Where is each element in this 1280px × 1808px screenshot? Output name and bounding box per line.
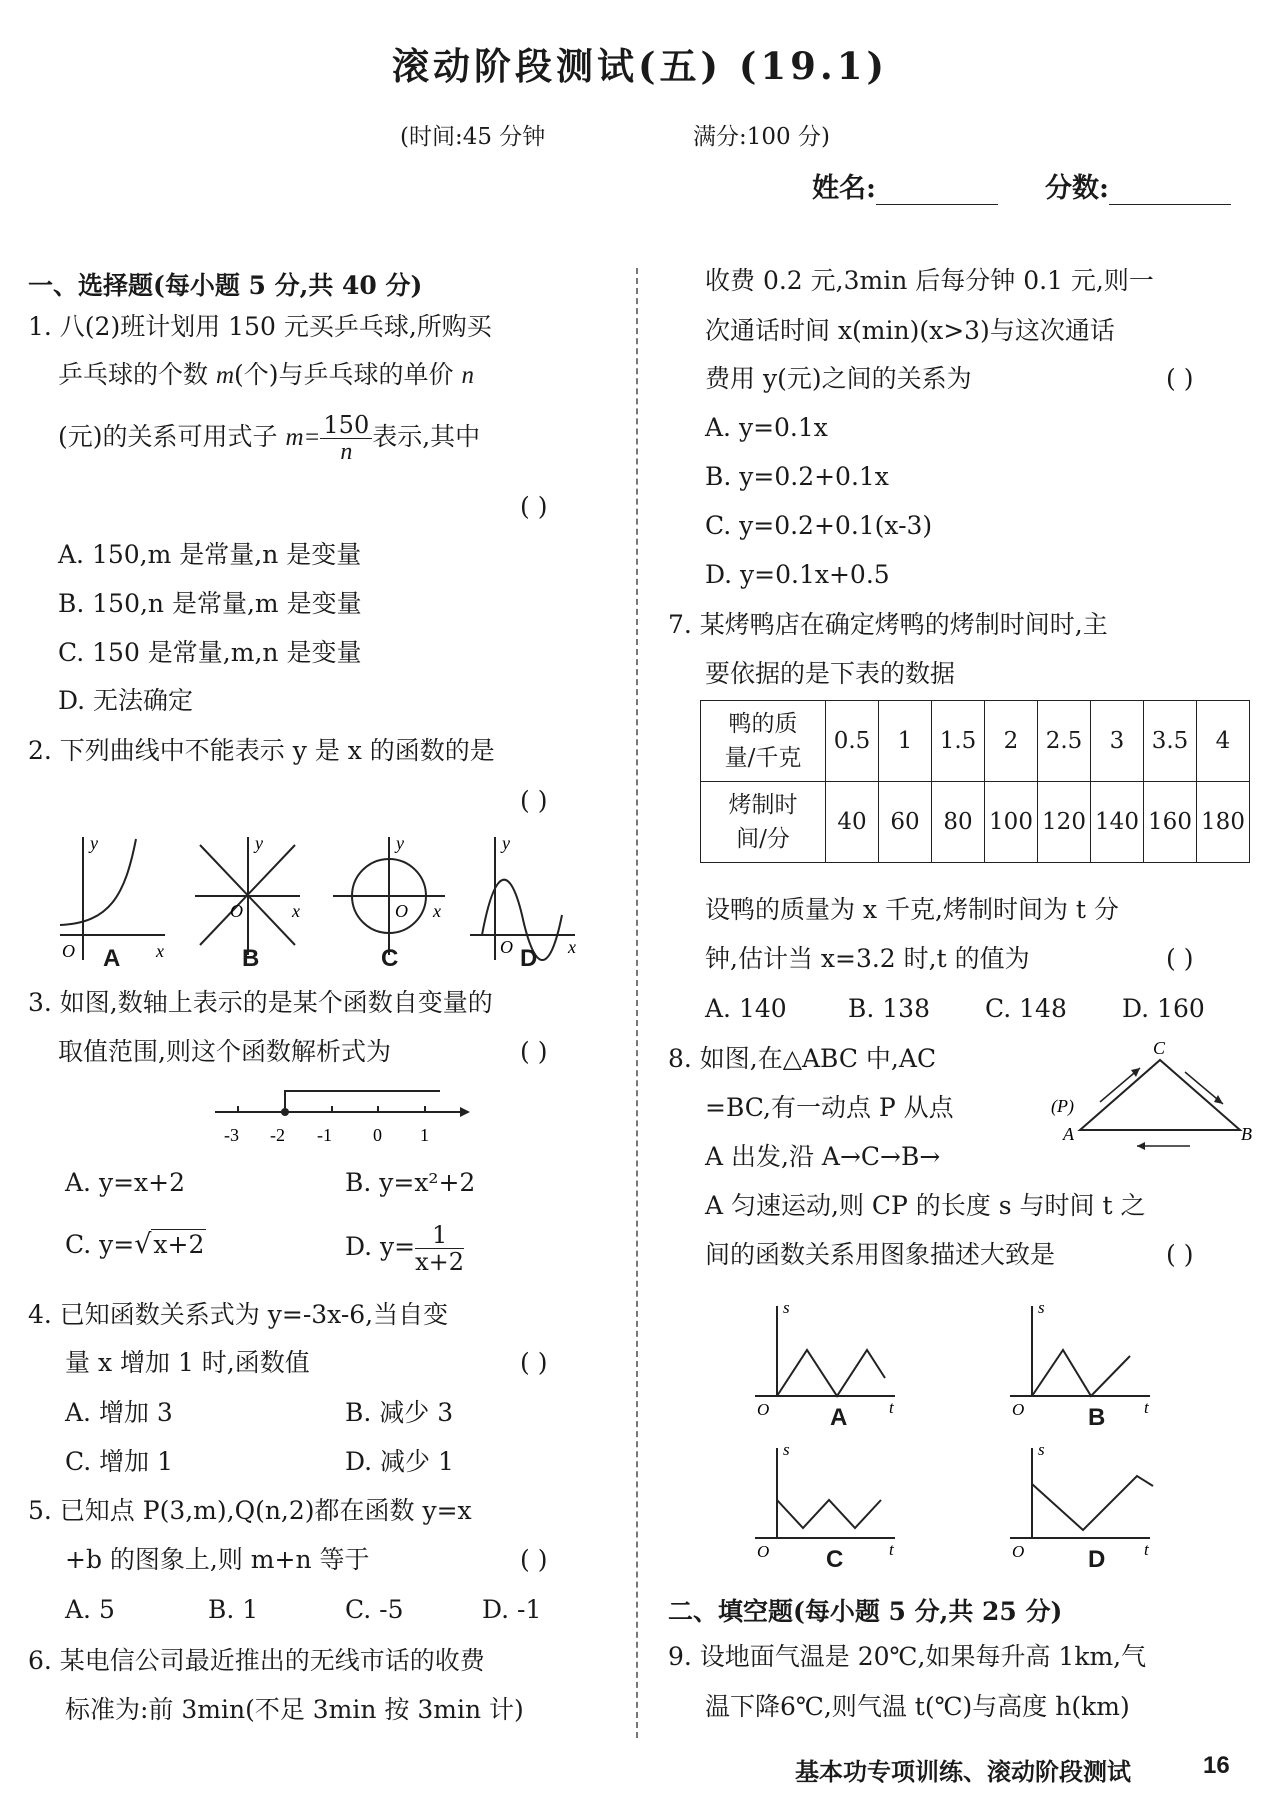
q7-time-cell: 160 xyxy=(1144,782,1197,863)
q9-line2: 温下降6℃,则气温 t(℃)与高度 h(km) xyxy=(705,1692,1130,1721)
q7-time-cell: 40 xyxy=(826,782,879,863)
q5-answer-paren[interactable]: ( ) xyxy=(520,1545,548,1574)
q4-option-b: B. 减少 3 xyxy=(345,1398,454,1427)
q3-d-fraction xyxy=(415,1222,464,1275)
q8-answer-paren[interactable]: ( ) xyxy=(1166,1240,1194,1269)
q4-option-c: C. 增加 1 xyxy=(65,1447,173,1476)
name-label: 姓名: xyxy=(812,173,876,204)
q3-tick: 1 xyxy=(420,1125,429,1145)
q7-row2-header-a: 烤制时 xyxy=(728,792,798,818)
q7-option-c: C. 148 xyxy=(985,994,1067,1023)
column-divider xyxy=(636,268,638,1738)
q3-answer-paren[interactable]: ( ) xyxy=(520,1037,548,1066)
q3-c-radicand: x+2 xyxy=(153,1230,205,1259)
q7-weight-cell: 1.5 xyxy=(932,701,985,782)
q6-line1: 6. 某电信公司最近推出的无线市话的收费 xyxy=(28,1646,485,1675)
score-label: 分数: xyxy=(1045,173,1109,204)
q2-graph-d xyxy=(470,837,575,960)
q2-origin-label: O xyxy=(62,941,75,961)
q1-answer-paren[interactable]: ( ) xyxy=(520,492,548,521)
arrow-icon xyxy=(1131,1068,1140,1077)
q3-option-b: B. y=x²+2 xyxy=(345,1168,476,1197)
q7-time-cell: 100 xyxy=(985,782,1038,863)
q8-graphs xyxy=(745,1288,1195,1588)
q3-c-text: C. y= xyxy=(65,1230,135,1259)
score-info: 满分:100 分) xyxy=(693,124,830,150)
q4-option-d: D. 减少 1 xyxy=(345,1447,454,1476)
q2-axis-x-label: x xyxy=(156,941,164,961)
q8-line1: 8. 如图,在△ABC 中,AC xyxy=(668,1044,937,1073)
q1-eq: m= xyxy=(285,424,321,451)
q4-line2: 量 x 增加 1 时,函数值 xyxy=(65,1348,310,1377)
q7-line2: 要依据的是下表的数据 xyxy=(705,659,956,688)
q7-row1-header-b: 量/千克 xyxy=(724,745,802,771)
q8-axis-t-label: t xyxy=(889,1398,894,1417)
q8-origin-label: O xyxy=(757,1542,770,1561)
q7-weight-cell: 4 xyxy=(1197,701,1250,782)
q8-axis-t-label: t xyxy=(1144,1398,1149,1417)
q1-text: (个)与乒乓球的单价 xyxy=(234,360,462,389)
q8-origin-label: O xyxy=(757,1400,770,1419)
q8-axis-s-label: s xyxy=(783,1440,790,1459)
table-row xyxy=(701,782,1250,863)
sqrt-icon: √ xyxy=(134,1229,152,1260)
q2-axis-x-label: x xyxy=(292,901,300,921)
q2-axis-y-label: y xyxy=(255,833,263,853)
point-p-label: (P) xyxy=(1051,1096,1074,1116)
q7-weight-cell: 3.5 xyxy=(1144,701,1197,782)
q7-option-a: A. 140 xyxy=(705,994,787,1023)
q4-answer-paren[interactable]: ( ) xyxy=(520,1348,548,1377)
q1-option-a: A. 150,m 是常量,n 是变量 xyxy=(58,540,362,569)
q2-label-b: B xyxy=(242,945,260,972)
q8-axis-s-label: s xyxy=(1038,1440,1045,1459)
q7-weight-cell: 2.5 xyxy=(1038,701,1091,782)
q3-tick: -1 xyxy=(317,1125,332,1145)
q5-line2: +b 的图象上,则 m+n 等于 xyxy=(65,1545,370,1574)
vertex-b-label: B xyxy=(1241,1124,1252,1144)
section-1-title: 一、选择题(每小题 5 分,共 40 分) xyxy=(28,271,423,300)
q5-option-b: B. 1 xyxy=(208,1595,259,1624)
q2-origin-label: O xyxy=(230,901,243,921)
q7-time-cell: 80 xyxy=(932,782,985,863)
q2-axis-y-label: y xyxy=(396,833,404,853)
q6-answer-paren[interactable]: ( ) xyxy=(1166,364,1194,393)
q3-solid-dot xyxy=(281,1108,289,1116)
q8-line2: =BC,有一动点 P 从点 xyxy=(705,1093,954,1122)
q1-text: (元)的关系可用式子 xyxy=(58,422,286,451)
q2-answer-paren[interactable]: ( ) xyxy=(520,786,548,815)
q7-weight-cell: 1 xyxy=(879,701,932,782)
q1-line2 xyxy=(58,360,474,391)
q4-option-a: A. 增加 3 xyxy=(65,1398,173,1427)
q3-tick: -2 xyxy=(270,1125,285,1145)
page-title: 滚动阶段测试(五) (19.1) xyxy=(391,44,889,88)
q2-origin-label: O xyxy=(395,901,408,921)
q8-axis-s-label: s xyxy=(1038,1298,1045,1317)
q2-origin-label: O xyxy=(500,937,513,957)
q7-row2-header-b: 间/分 xyxy=(736,826,790,852)
q1-line1: 1. 八(2)班计划用 150 元买乒乓球,所购买 xyxy=(28,312,492,341)
q7-answer-paren[interactable]: ( ) xyxy=(1166,944,1194,973)
q1-text: 乒乓球的个数 xyxy=(58,360,216,389)
q5-line1: 5. 已知点 P(3,m),Q(n,2)都在函数 y=x xyxy=(28,1496,472,1525)
q8-label-a: A xyxy=(830,1404,848,1431)
arrow-icon xyxy=(1137,1142,1145,1150)
q8-graph-d xyxy=(1010,1448,1153,1538)
q2-label-a: A xyxy=(103,945,121,972)
q7-time-cell: 180 xyxy=(1197,782,1250,863)
q2-label-c: C xyxy=(381,945,399,972)
q7-option-d: D. 160 xyxy=(1122,994,1205,1023)
q6-option-c: C. y=0.2+0.1(x-3) xyxy=(705,511,933,540)
q6-option-d: D. y=0.1x+0.5 xyxy=(705,560,890,589)
q6-option-a: A. y=0.1x xyxy=(705,413,828,442)
score-field[interactable] xyxy=(1045,166,1231,205)
q3-d-text: D. y= xyxy=(345,1232,416,1261)
vertex-a-label: A xyxy=(1063,1124,1074,1144)
q3-line2: 取值范围,则这个函数解析式为 xyxy=(58,1037,391,1066)
q5-option-c: C. -5 xyxy=(345,1595,404,1624)
q1-line3 xyxy=(58,412,480,465)
q7-line4: 钟,估计当 x=3.2 时,t 的值为 xyxy=(705,944,1030,973)
q7-weight-cell: 2 xyxy=(985,701,1038,782)
vertex-c-label: C xyxy=(1153,1040,1166,1058)
table-row xyxy=(701,701,1250,782)
q8-graph-a xyxy=(755,1306,895,1396)
q3-line1: 3. 如图,数轴上表示的是某个函数自变量的 xyxy=(28,988,493,1017)
q6-line5: 费用 y(元)之间的关系为 xyxy=(705,364,972,393)
q8-origin-label: O xyxy=(1012,1400,1025,1419)
q6-line3: 收费 0.2 元,3min 后每分钟 0.1 元,则一 xyxy=(705,266,1154,295)
section-2-title: 二、填空题(每小题 5 分,共 25 分) xyxy=(668,1597,1063,1626)
q1-var-n: n xyxy=(461,362,474,389)
q8-graph-c xyxy=(755,1448,895,1538)
q3-d-num: 1 xyxy=(415,1222,464,1249)
q8-label-c: C xyxy=(826,1546,844,1573)
q3-option-a: A. y=x+2 xyxy=(65,1168,185,1197)
q8-label-b: B xyxy=(1088,1404,1106,1431)
arrow-icon xyxy=(1214,1095,1223,1104)
q2-graph-b xyxy=(195,837,300,955)
q5-option-d: D. -1 xyxy=(482,1595,542,1624)
q2-graph-a xyxy=(60,837,165,960)
q3-d-den: x+2 xyxy=(415,1248,465,1276)
q1-fraction xyxy=(320,412,372,465)
q8-axis-t-label: t xyxy=(889,1540,894,1559)
q3-option-c xyxy=(65,1230,206,1260)
q8-graph-b xyxy=(1010,1306,1150,1396)
q6-line4: 次通话时间 x(min)(x>3)与这次通话 xyxy=(705,316,1115,345)
page-number: 16 xyxy=(1203,1752,1230,1779)
q2-line1: 2. 下列曲线中不能表示 y 是 x 的函数的是 xyxy=(28,736,495,765)
q1-frac-num: 150 xyxy=(320,412,372,439)
q8-axis-s-label: s xyxy=(783,1298,790,1317)
q8-axis-t-label: t xyxy=(1144,1540,1149,1559)
q1-var-m: m xyxy=(215,362,235,389)
q3-tick: -3 xyxy=(224,1125,239,1145)
q3-option-d xyxy=(345,1222,464,1275)
q5-option-a: A. 5 xyxy=(65,1595,115,1624)
q2-axis-y-label: y xyxy=(90,833,98,853)
q8-triangle-figure xyxy=(1045,1040,1265,1150)
q3-tick: 0 xyxy=(373,1125,382,1145)
q7-row1-header-a: 鸭的质 xyxy=(728,711,798,737)
q7-time-cell: 140 xyxy=(1091,782,1144,863)
q3-number-line xyxy=(210,1085,470,1155)
q1-option-d: D. 无法确定 xyxy=(58,686,194,715)
q1-frac-den: n xyxy=(340,439,353,465)
q7-row1-header xyxy=(701,701,826,782)
q7-option-b: B. 138 xyxy=(848,994,930,1023)
q8-line5: 间的函数关系用图象描述大致是 xyxy=(705,1240,1056,1269)
q8-origin-label: O xyxy=(1012,1542,1025,1561)
q6-line2: 标准为:前 3min(不足 3min 按 3min 计) xyxy=(65,1695,524,1724)
q7-line3: 设鸭的质量为 x 千克,烤制时间为 t 分 xyxy=(705,895,1119,924)
q8-line4: A 匀速运动,则 CP 的长度 s 与时间 t 之 xyxy=(705,1191,1146,1220)
q7-line1: 7. 某烤鸭店在确定烤鸭的烤制时间时,主 xyxy=(668,610,1108,639)
q7-time-cell: 60 xyxy=(879,782,932,863)
q7-data-table xyxy=(700,700,1250,863)
footer-text: 基本功专项训练、滚动阶段测试 xyxy=(795,1759,1131,1786)
time-info: (时间:45 分钟 xyxy=(400,124,546,150)
triangle-abc xyxy=(1080,1060,1240,1130)
q7-time-cell: 120 xyxy=(1038,782,1091,863)
q1-option-b: B. 150,n 是常量,m 是变量 xyxy=(58,589,362,618)
q2-axis-y-label: y xyxy=(502,833,510,853)
q8-line3: A 出发,沿 A→C→B→ xyxy=(705,1142,941,1171)
q7-weight-cell: 3 xyxy=(1091,701,1144,782)
q6-option-b: B. y=0.2+0.1x xyxy=(705,462,889,491)
name-field[interactable] xyxy=(812,166,998,205)
name-blank[interactable] xyxy=(876,176,998,205)
q8-label-d: D xyxy=(1088,1546,1106,1573)
q7-row2-header xyxy=(701,782,826,863)
q9-line1: 9. 设地面气温是 20℃,如果每升高 1km,气 xyxy=(668,1642,1147,1671)
q2-label-d: D xyxy=(520,945,538,972)
score-blank[interactable] xyxy=(1109,176,1231,205)
q2-axis-x-label: x xyxy=(568,937,576,957)
q1-text: 表示,其中 xyxy=(372,422,481,451)
q7-weight-cell: 0.5 xyxy=(826,701,879,782)
q4-line1: 4. 已知函数关系式为 y=-3x-6,当自变 xyxy=(28,1300,449,1329)
q2-axis-x-label: x xyxy=(433,901,441,921)
q1-option-c: C. 150 是常量,m,n 是变量 xyxy=(58,638,362,667)
q2-graph-c xyxy=(333,837,445,955)
